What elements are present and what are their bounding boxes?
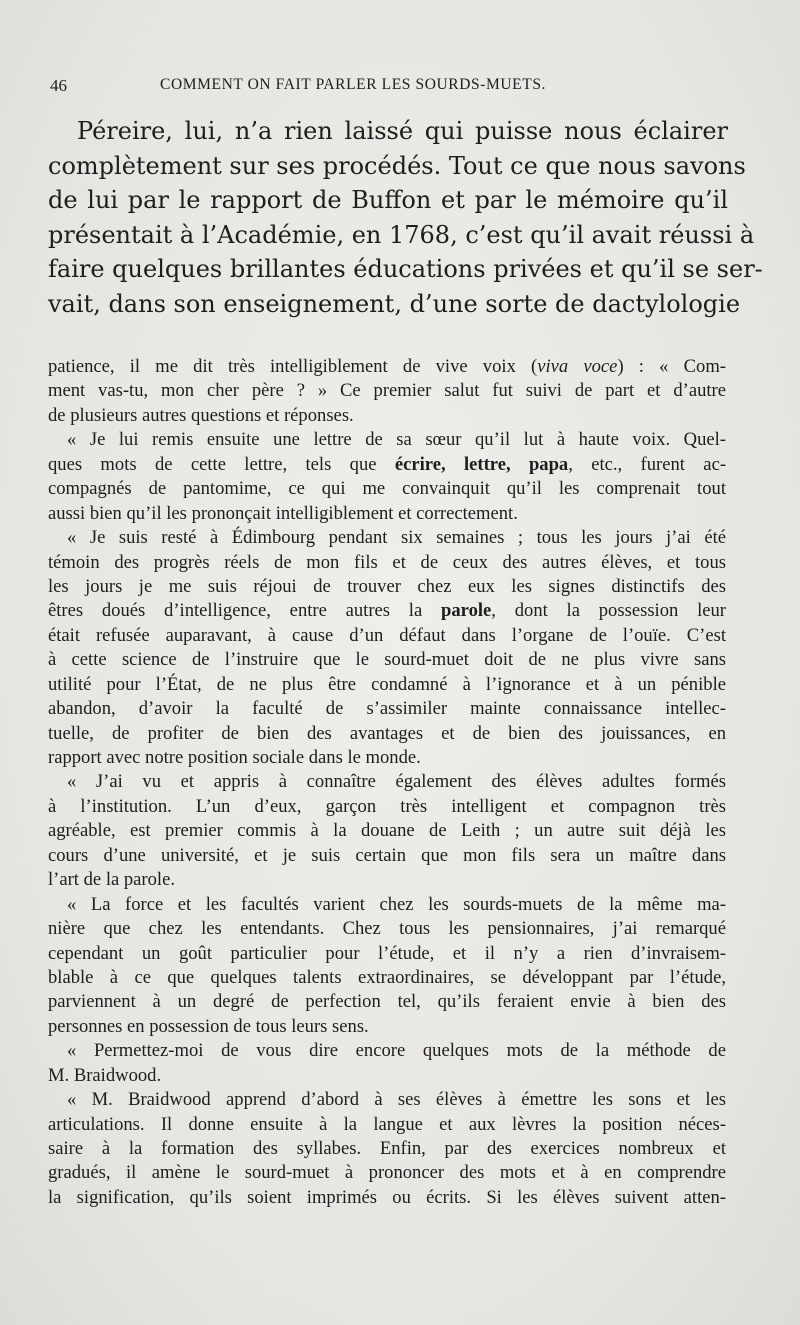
footnote-line: parviennent à un degré de perfection tel, qu’ils feraient envie à bien des [48, 991, 726, 1013]
page-number: 46 [50, 76, 67, 95]
footnote-text: ) : « Com- [617, 356, 726, 377]
footnote-line: gradués, il amène le sourd-muet à prononcer des mots et à en comprendre [48, 1162, 726, 1184]
footnote-line: de plusieurs autres questions et réponses. [48, 404, 354, 426]
footnote-line: abandon, d’avoir la faculté de s’assimiler mainte connaissance intellec- [48, 698, 726, 720]
footnote-line: utilité pour l’État, de ne plus être condamné à l’ignorance et à un pénible [48, 673, 726, 695]
footnote-line [48, 355, 726, 379]
footnote-text: , dont la possession leur [491, 600, 726, 622]
footnote-line: rapport avec notre position sociale dans le monde. [48, 747, 421, 768]
footnote-text: ques mots de cette lettre, tels que [48, 453, 395, 475]
page-header [50, 76, 750, 100]
footnote-line: « La force et les facultés varient chez les sourds-muets de la même ma- [67, 893, 726, 915]
footnote-text: patience, il me dit très intelligiblement de vive voix ( [48, 356, 538, 377]
main-text-line: Péreire, lui, n’a rien laissé qui puisse nous éclairer [77, 117, 728, 145]
footnote-line: agréable, est premier commis à la douane de Leith ; un autre suit déjà les [48, 820, 726, 842]
main-text-line: présentait à l’Académie, en 1768, c’est qu’il avait réussi à [48, 220, 755, 249]
footnote-italic: viva voce [537, 356, 618, 377]
main-text-line: de lui par le rapport de Buffon et par le mémoire qu’il [48, 186, 728, 215]
footnote-line: « Je suis resté à Édimbourg pendant six semaines ; tous les jours j’ai été [67, 527, 726, 549]
footnote-line: M. Braidwood. [48, 1064, 162, 1086]
footnote-block [48, 355, 726, 1210]
footnote-line: nière que chez les entendants. Chez tous les pensionnaires, j’ai remarqué [48, 918, 726, 940]
footnote-line [48, 453, 726, 477]
main-text-line: vait, dans son enseignement, d’une sorte de dactylologie [48, 289, 741, 318]
footnote-line: « J’ai vu et appris à connaître également des élèves adultes formés [67, 771, 726, 793]
main-text-line: faire quelques brillantes éducations privées et qu’il se ser- [48, 255, 763, 284]
footnote-line: à cette science de l’instruire que le sourd-muet doit de ne plus vivre sans [48, 649, 726, 671]
running-title: COMMENT ON FAIT PARLER LES SOURDS-MUETS. [160, 76, 547, 93]
footnote-line: « M. Braidwood apprend d’abord à ses élèves à émettre les sons et les [67, 1089, 726, 1111]
footnote-line: cependant un goût particulier pour l’étude, et il n’y a rien d’invraisem- [48, 942, 726, 964]
footnote-line: la signification, qu’ils soient imprimés ou écrits. Si les élèves suivent atten- [48, 1186, 726, 1208]
footnote-line: « Je lui remis ensuite une lettre de sa sœur qu’il lut à haute voix. Quel- [67, 429, 726, 451]
footnote-line: blable à ce que quelques talents extraordinaires, se développant par l’étude, [48, 966, 726, 988]
footnote-line: saire à la formation des syllabes. Enfin, par des exercices nombreux et [48, 1138, 726, 1159]
footnote-line: « Permettez-moi de vous dire encore quelques mots de la méthode de [67, 1040, 726, 1062]
footnote-line: compagnés de pantomime, ce qui me convainquit qu’il les comprenait tout [48, 478, 726, 500]
footnote-line: l’art de la parole. [48, 869, 175, 891]
footnote-line [48, 599, 726, 623]
footnote-line: témoin des progrès réels de mon fils et de ceux des autres élèves, et tous [48, 551, 726, 573]
footnote-line: tuelle, de profiter de bien des avantages et de bien des jouissances, en [48, 722, 726, 744]
footnote-text: êtres doués d’intelligence, entre autres la [48, 600, 442, 622]
footnote-line: était refusée auparavant, à cause d’un défaut dans l’organe de l’ouïe. C’est [48, 624, 726, 646]
footnote-line: les jours je me suis réjoui de trouver chez eux les signes distinctifs des [48, 575, 726, 597]
footnote-line: articulations. Il donne ensuite à la langue et aux lèvres la position néces- [48, 1113, 726, 1135]
main-paragraph [48, 114, 763, 322]
footnote-line: aussi bien qu’il les prononçait intelligiblement et correctement. [48, 502, 518, 524]
footnote-bold: parole [441, 600, 492, 622]
footnote-text: , etc., furent ac- [568, 453, 727, 475]
footnote-line: à l’institution. L’un d’eux, garçon très intelligent et compagnon très [48, 795, 726, 817]
footnote-line: ment vas-tu, mon cher père ? » Ce premier salut fut suivi de part et d’autre [48, 380, 726, 402]
main-text-line: complètement sur ses procédés. Tout ce que nous savons [48, 151, 746, 180]
footnote-line: personnes en possession de tous leurs sens. [48, 1015, 369, 1037]
footnote-line: cours d’une université, et je suis certain que mon fils sera un maître dans [48, 844, 726, 866]
footnote-bold: écrire, lettre, papa [394, 453, 569, 475]
